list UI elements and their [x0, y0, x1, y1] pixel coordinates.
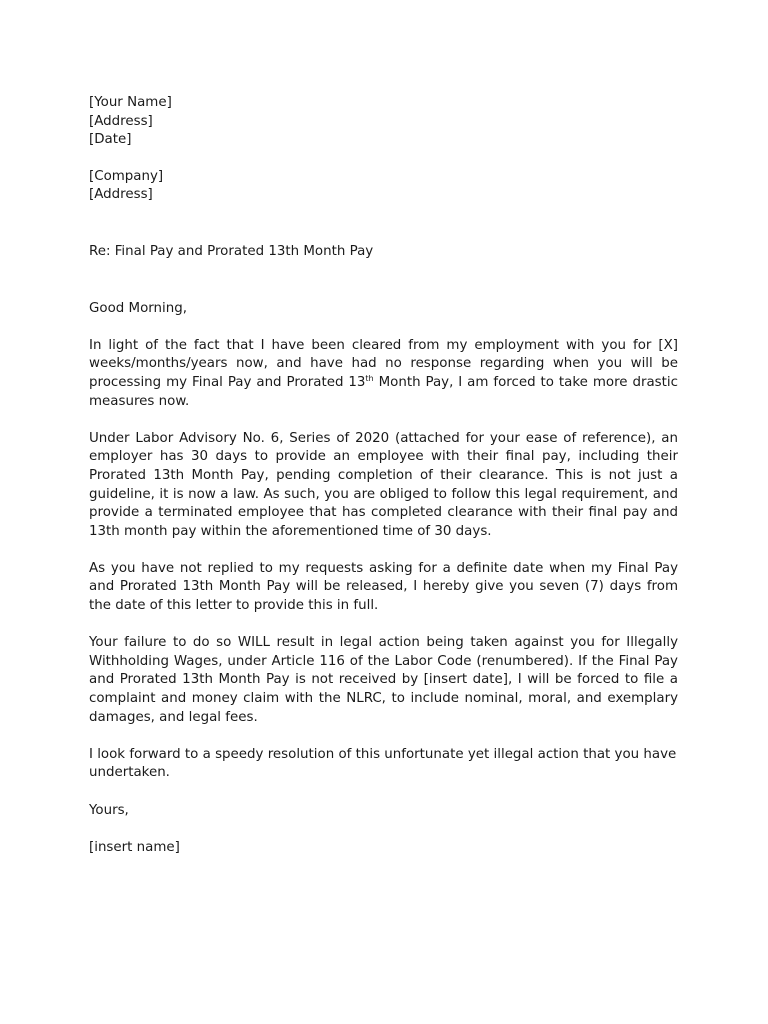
- sender-address: [Address]: [89, 113, 153, 129]
- paragraph-1-text-b: Month Pay, I am forced to take more drastic measures now.: [89, 374, 678, 409]
- subject-line: Re: Final Pay and Prorated 13th Month Pay: [89, 243, 374, 259]
- greeting: Good Morning,: [89, 300, 187, 316]
- letter-body: [89, 94, 678, 876]
- recipient-address: [Address]: [89, 187, 153, 203]
- signature-placeholder: [insert name]: [89, 839, 180, 855]
- recipient-block: [89, 168, 678, 205]
- ordinal-suffix: th: [365, 373, 374, 383]
- paragraph-1-text-a: In light of the fact that I have been cleared from my employment with you for [X] weeks/months/years now, and have had no response regarding when you will be processing my Final Pay and Prorated 13: [89, 337, 678, 390]
- closing: Yours,: [89, 802, 129, 818]
- paragraph-2: Under Labor Advisory No. 6, Series of 2020 (attached for your ease of reference), an employer has 30 days to provide an employee with their final pay, including their Prorated 13th Month Pay, pending completion of their clearance. This is not just a guideline, it is now a law. As such, you are obliged to follow this legal requirement, and provide a terminated employee that has completed clearance with their final pay and 13th month pay within the aforementioned time of 30 days.: [89, 430, 678, 539]
- paragraph-1: [89, 337, 678, 411]
- recipient-company: [Company]: [89, 168, 164, 184]
- paragraph-5: I look forward to a speedy resolution of this unfortunate yet illegal action that you have undertaken.: [89, 746, 677, 781]
- sender-block: [89, 94, 678, 150]
- paragraph-4: Your failure to do so WILL result in legal action being taken against you for Illegally Withholding Wages, under Article 116 of the Labor Code (renumbered). If the Final Pay and Prorated 13th Month Pay is not received by [insert date], I will be forced to file a complaint and money claim with the NLRC, to include nominal, moral, and exemplary damages, and legal fees.: [89, 635, 678, 725]
- paragraph-3: As you have not replied to my requests asking for a definite date when my Final Pay and Prorated 13th Month Pay will be released, I hereby give you seven (7) days from the date of this letter to provide this in full.: [89, 560, 678, 614]
- sender-name: [Your Name]: [89, 95, 172, 110]
- letter-date: [Date]: [89, 132, 132, 148]
